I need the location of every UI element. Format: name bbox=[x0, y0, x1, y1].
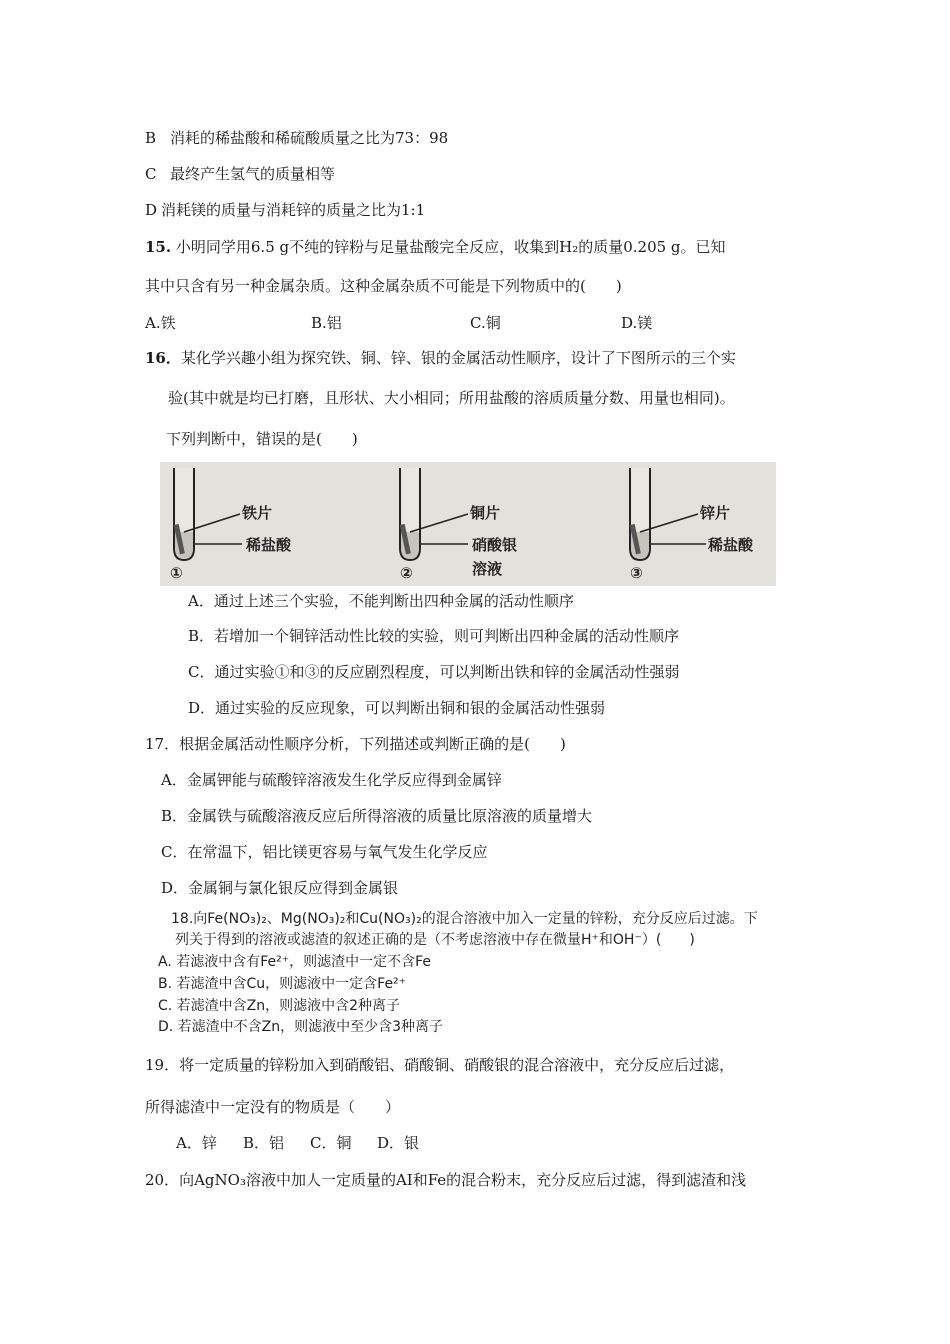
q20-stem-1: 20．向AgNO₃溶液中加人一定质量的AI和Fe的混合粉末，充分反应后过滤，得到滤渣和浅 bbox=[145, 1171, 747, 1189]
q19-option-c: C．铜 bbox=[310, 1134, 352, 1152]
q18-option-b: B. 若滤渣中含Cu，则滤液中一定含Fe²⁺ bbox=[158, 976, 407, 992]
q14-option-d-text: 消耗镁的质量与消耗锌的质量之比为1:1 bbox=[161, 201, 426, 219]
experiment-drawing bbox=[160, 462, 776, 586]
tube-1-label-metal: 铁片 bbox=[242, 504, 273, 522]
q19-option-d: D．银 bbox=[377, 1134, 420, 1152]
q16-stem-2: 验(其中就是均已打磨，且形状、大小相同；所用盐酸的溶质质量分数、用量也相同)。 bbox=[168, 389, 735, 407]
q19-stem-2: 所得滤渣中一定没有的物质是（ ） bbox=[145, 1098, 401, 1116]
q18-stem-2: 列关于得到的溶液或滤渣的叙述正确的是（不考虑溶液中存在微量H⁺和OH⁻）( ) bbox=[175, 932, 695, 948]
q14-option-d-letter: D bbox=[145, 201, 158, 219]
tube-2-label-metal: 铜片 bbox=[470, 504, 501, 522]
q16-option-d: D．通过实验的反应现象，可以判断出铜和银的金属活动性强弱 bbox=[188, 699, 606, 717]
q15-option-d: D.镁 bbox=[621, 314, 653, 332]
q19-option-b: B．铝 bbox=[243, 1134, 285, 1152]
q15-line-1 bbox=[145, 237, 726, 257]
q15-option-c: C.铜 bbox=[470, 314, 501, 332]
q18-option-a: A. 若滤液中含有Fe²⁺，则滤渣中一定不含Fe bbox=[158, 954, 432, 970]
q14-option-b-letter: B bbox=[145, 129, 157, 147]
tube-1-label-solution: 稀盐酸 bbox=[246, 536, 292, 554]
q16-option-a: A．通过上述三个实验，不能判断出四种金属的活动性顺序 bbox=[188, 592, 574, 610]
q18-option-c: C. 若滤渣中含Zn，则滤液中含2种离子 bbox=[158, 998, 401, 1014]
q17-stem: 17．根据金属活动性顺序分析，下列描述或判断正确的是( ) bbox=[145, 735, 566, 753]
q16-option-c: C．通过实验①和③的反应剧烈程度，可以判断出铁和锌的金属活动性强弱 bbox=[188, 663, 680, 681]
q14-option-c-text: 最终产生氢气的质量相等 bbox=[170, 165, 336, 183]
tube-3-number: ③ bbox=[630, 564, 643, 582]
q17-option-b: B．金属铁与硫酸溶液反应后所得溶液的质量比原溶液的质量增大 bbox=[161, 807, 593, 825]
tube-1-number: ① bbox=[170, 564, 183, 582]
q16-number: 16． bbox=[145, 349, 181, 367]
q14-option-c-letter: C bbox=[145, 165, 157, 183]
tube-2-number: ② bbox=[400, 564, 413, 582]
experiment-figure bbox=[160, 462, 776, 586]
q17-option-d: D．金属铜与氯化银反应得到金属银 bbox=[161, 879, 399, 897]
q16-stem-1: 某化学兴趣小组为探究铁、铜、锌、银的金属活动性顺序，设计了下图所示的三个实 bbox=[180, 349, 736, 367]
q16-option-b: B．若增加一个铜锌活动性比较的实验，则可判断出四种金属的活动性顺序 bbox=[188, 627, 680, 645]
q15-stem-2: 其中只含有另一种金属杂质。这种金属杂质不可能是下列物质中的( ) bbox=[145, 277, 622, 295]
q15-option-b: B.铝 bbox=[311, 314, 342, 332]
tube-3-label-solution: 稀盐酸 bbox=[708, 536, 754, 554]
q17-option-c: C．在常温下，铝比镁更容易与氧气发生化学反应 bbox=[161, 843, 488, 861]
q19-stem-1: 19．将一定质量的锌粉加入到硝酸铝、硝酸铜、硝酸银的混合溶液中，充分反应后过滤， bbox=[145, 1056, 735, 1074]
q16-stem-3: 下列判断中，错误的是( ) bbox=[166, 430, 358, 448]
q16-line-1 bbox=[145, 348, 736, 368]
q14-option-b-text: 消耗的稀盐酸和稀硫酸质量之比为73：98 bbox=[170, 129, 449, 147]
q18-option-d: D. 若滤渣中不含Zn，则滤液中至少含3种离子 bbox=[158, 1019, 444, 1035]
q18-stem-1: 18.向Fe(NO₃)₂、Mg(NO₃)₂和Cu(NO₃)₂的混合溶液中加入一定量的锌粉，充分反应后过滤。下 bbox=[171, 911, 758, 927]
q17-option-a: A．金属钾能与硫酸锌溶液发生化学反应得到金属锌 bbox=[161, 771, 502, 789]
tube-2-label-solution-2: 溶液 bbox=[472, 560, 503, 578]
q15-stem-1: 小明同学用6.5 g不纯的锌粉与足量盐酸完全反应，收集到H₂的质量0.205 g。已知 bbox=[175, 238, 726, 256]
test-tube-3 bbox=[630, 468, 706, 560]
test-tube-2 bbox=[400, 468, 468, 560]
q19-option-a: A．锌 bbox=[176, 1134, 217, 1152]
tube-3-label-metal: 锌片 bbox=[700, 504, 731, 522]
test-tube-1 bbox=[174, 468, 242, 560]
q15-number: 15. bbox=[145, 238, 172, 256]
q15-option-a: A.铁 bbox=[145, 314, 176, 332]
tube-2-label-solution: 硝酸银 bbox=[472, 536, 518, 554]
